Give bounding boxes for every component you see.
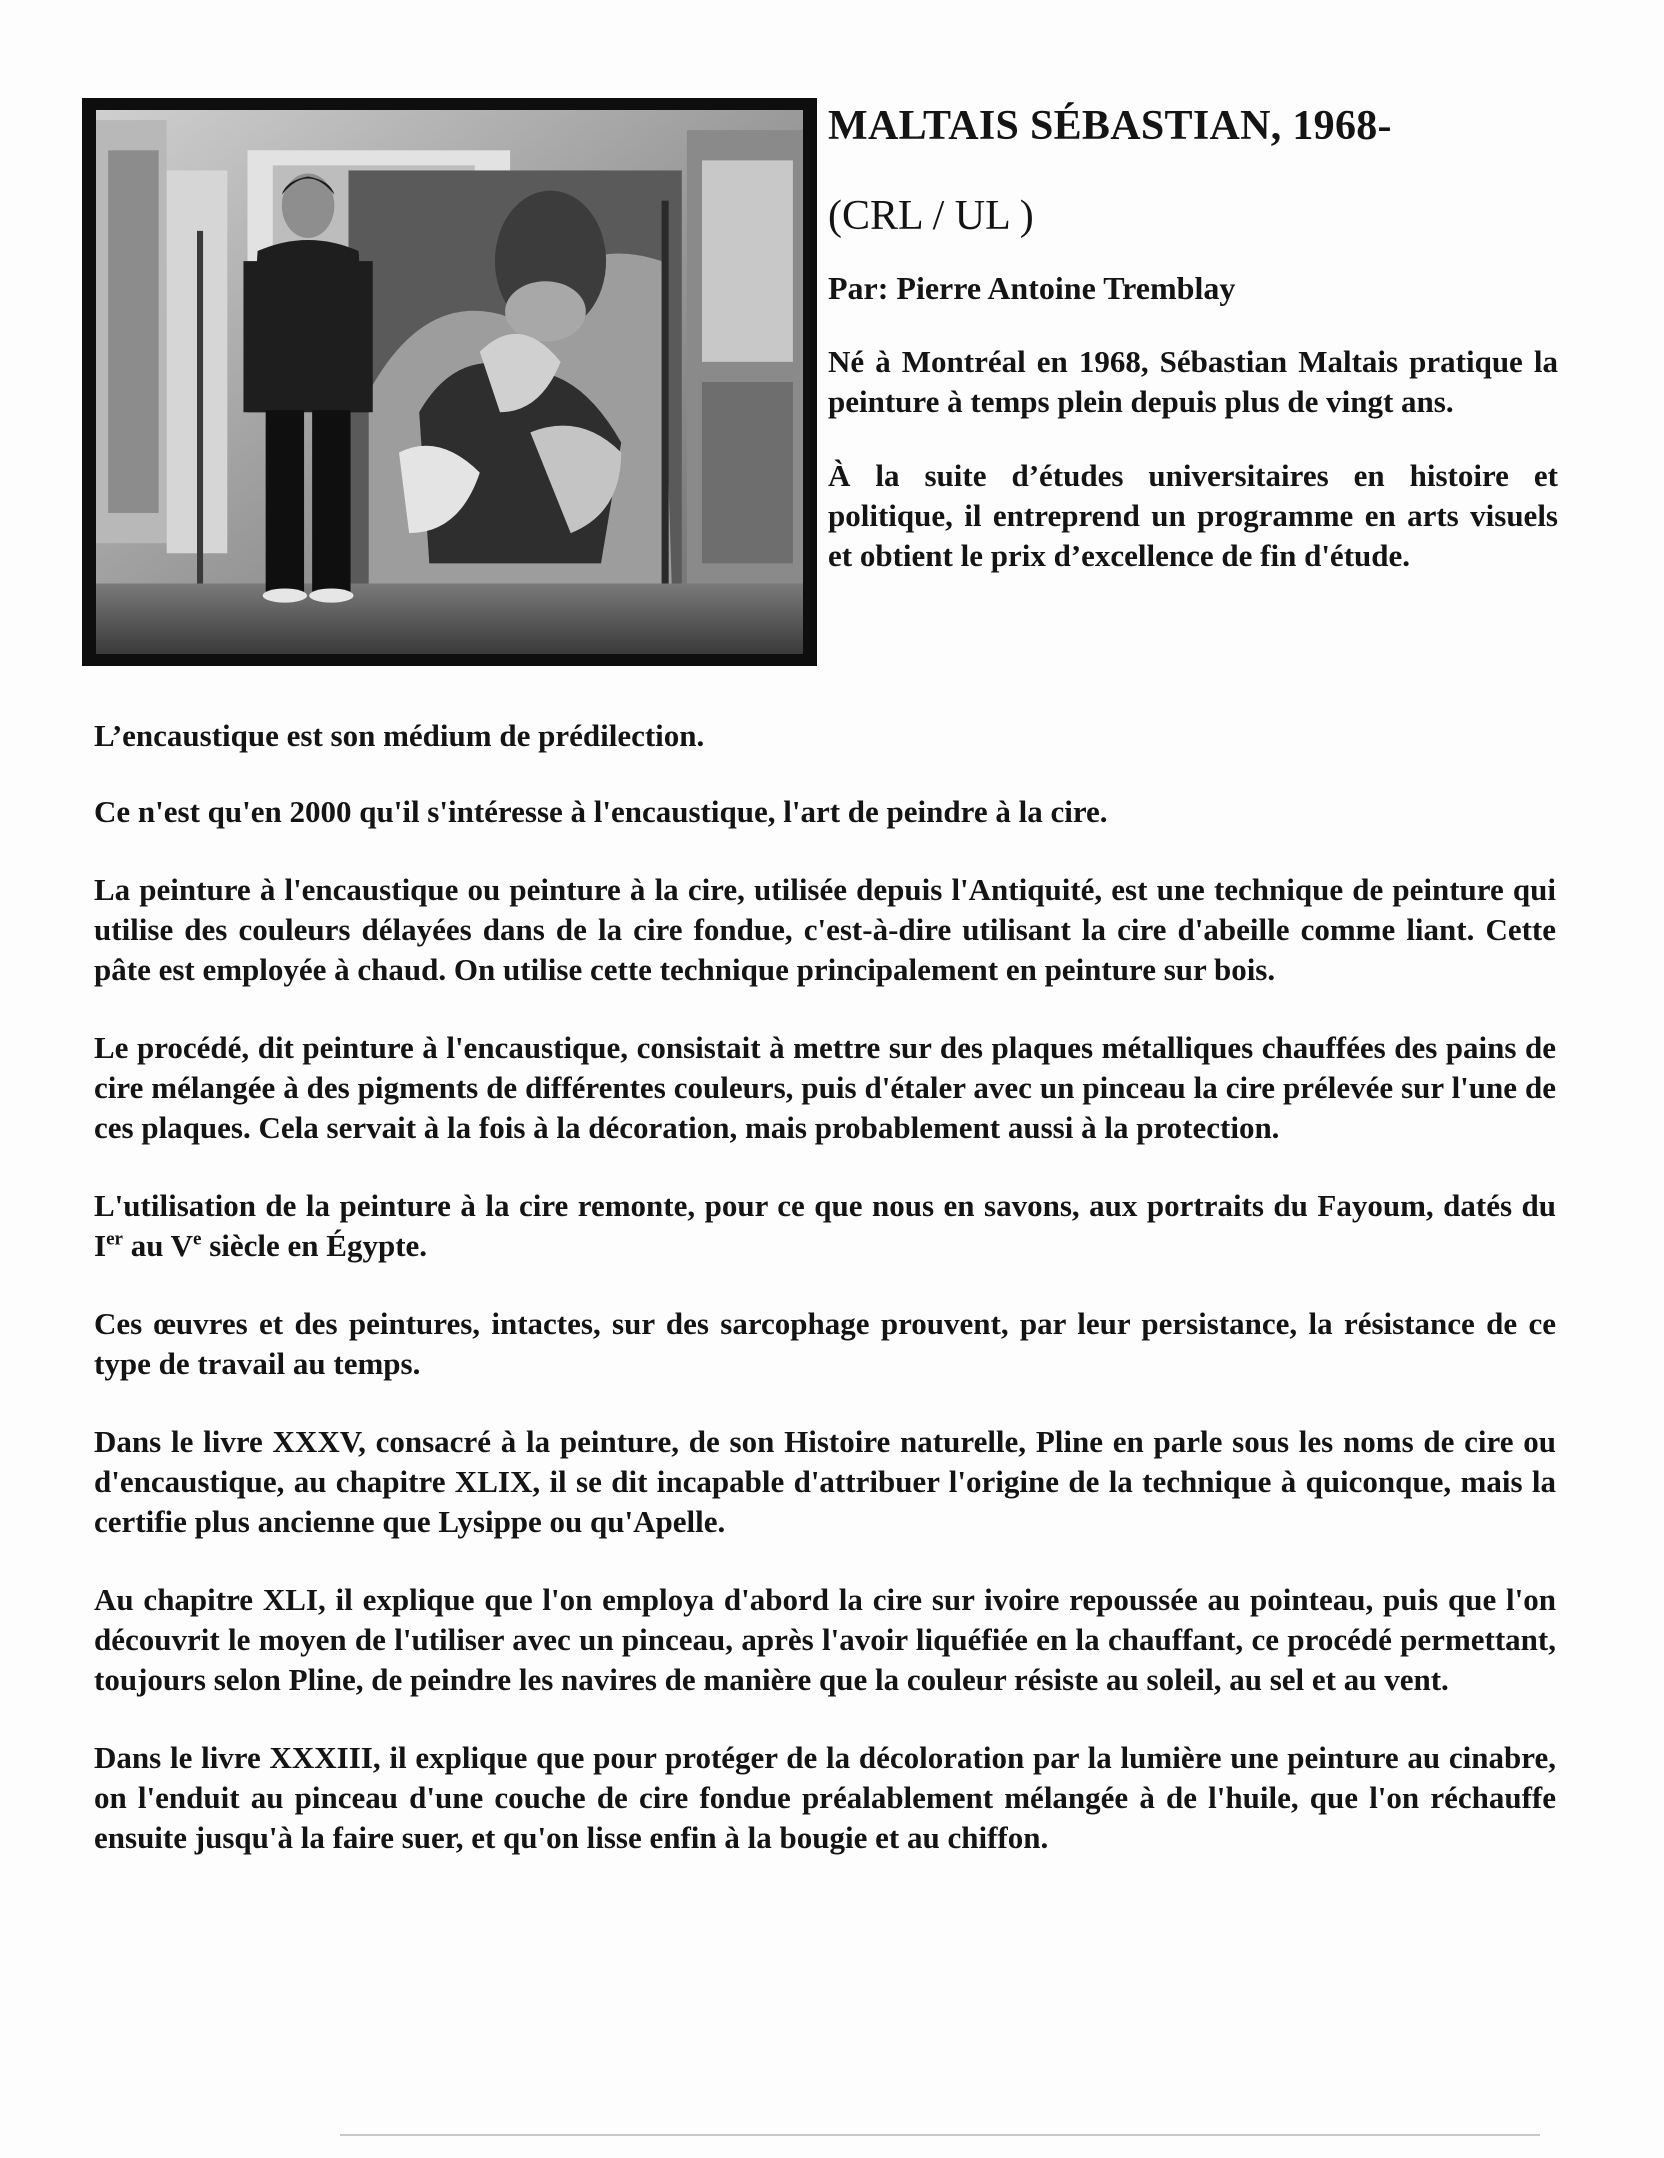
paragraph-5-part-a: L'utilisation de la peinture à la cire remonte, pour ce que nous en savons, aux portraits du Fayoum, datés du I bbox=[94, 1188, 1556, 1263]
paragraph-6: Ces œuvres et des peintures, intactes, sur des sarcophage prouvent, par leur persistance, la résistance de ce type de travail au temps. bbox=[94, 1306, 1556, 1381]
paragraph-2: Ce n'est qu'en 2000 qu'il s'intéresse à l'encaustique, l'art de peindre à la cire. bbox=[94, 794, 1108, 829]
paragraph-5 bbox=[94, 1186, 1556, 1266]
paragraph-5-part-b: au V bbox=[122, 1228, 194, 1263]
paragraph-3: La peinture à l'encaustique ou peinture à la cire, utilisée depuis l'Antiquité, est une technique de peinture qui utilise des couleurs délayées dans de la cire fondue, c'est-à-dire utilisant la cire d'abeille comme liant. Cette pâte est employée à chaud. On utilise cette technique principalement en peinture sur bois. bbox=[94, 872, 1556, 987]
artist-photo-image bbox=[96, 110, 803, 654]
paragraph-1: L’encaustique est son médium de prédilection. bbox=[94, 718, 705, 753]
scan-edge-line bbox=[340, 2134, 1540, 2136]
paragraph-9: Dans le livre XXXIII, il explique que pour protéger de la décoloration par la lumière une peinture au cinabre, on l'enduit au pinceau d'une couche de cire fondue préalablement mélangée à de l'huile, que l'on réchauffe ensuite jusqu'à la faire suer, et qu'on lisse enfin à la bougie et au chiffon. bbox=[94, 1740, 1556, 1855]
artist-photo bbox=[82, 98, 817, 666]
paragraph-5-part-c: siècle en Égypte. bbox=[201, 1228, 428, 1263]
superscript-er: er bbox=[106, 1228, 123, 1250]
paragraph-4: Le procédé, dit peinture à l'encaustique, consistait à mettre sur des plaques métalliques chauffées des pains de cire mélangée à des pigments de différentes couleurs, puis d'étaler avec un pinceau la cire prélevée sur l'une de ces plaques. Cela servait à la fois à la décoration, mais probablement aussi à la protection. bbox=[94, 1030, 1556, 1145]
superscript-e: e bbox=[193, 1228, 202, 1250]
paragraph-8: Au chapitre XLI, il explique que l'on employa d'abord la cire sur ivoire repoussée au pointeau, puis que l'on découvrit le moyen de l'utiliser avec un pinceau, après l'avoir liquéfiée en la chauffant, ce procédé permettant, toujours selon Pline, de peindre les navires de manière que la couleur résiste au soleil, au sel et au vent. bbox=[94, 1582, 1556, 1697]
author-byline: Par: Pierre Antoine Tremblay bbox=[828, 270, 1236, 306]
page-title: MALTAIS SÉBASTIAN, 1968- bbox=[828, 103, 1392, 149]
header-block bbox=[828, 100, 1558, 576]
bio-paragraph-2: À la suite d’études universitaires en histoire et politique, il entreprend un programme en arts visuels et obtient le prix d’excellence de fin d'étude. bbox=[828, 458, 1558, 573]
paragraph-7: Dans le livre XXXV, consacré à la peinture, de son Histoire naturelle, Pline en parle sous les noms de cire ou d'encaustique, au chapitre XLIX, il se dit incapable d'attribuer l'origine de la technique à quiconque, mais la certifie plus ancienne que Lysippe ou qu'Apelle. bbox=[94, 1424, 1556, 1539]
collection-code: (CRL / UL ) bbox=[828, 193, 1034, 239]
article-body bbox=[94, 716, 1556, 1896]
bio-paragraph-1: Né à Montréal en 1968, Sébastian Maltais pratique la peinture à temps plein depuis plus de vingt ans. bbox=[828, 344, 1558, 419]
